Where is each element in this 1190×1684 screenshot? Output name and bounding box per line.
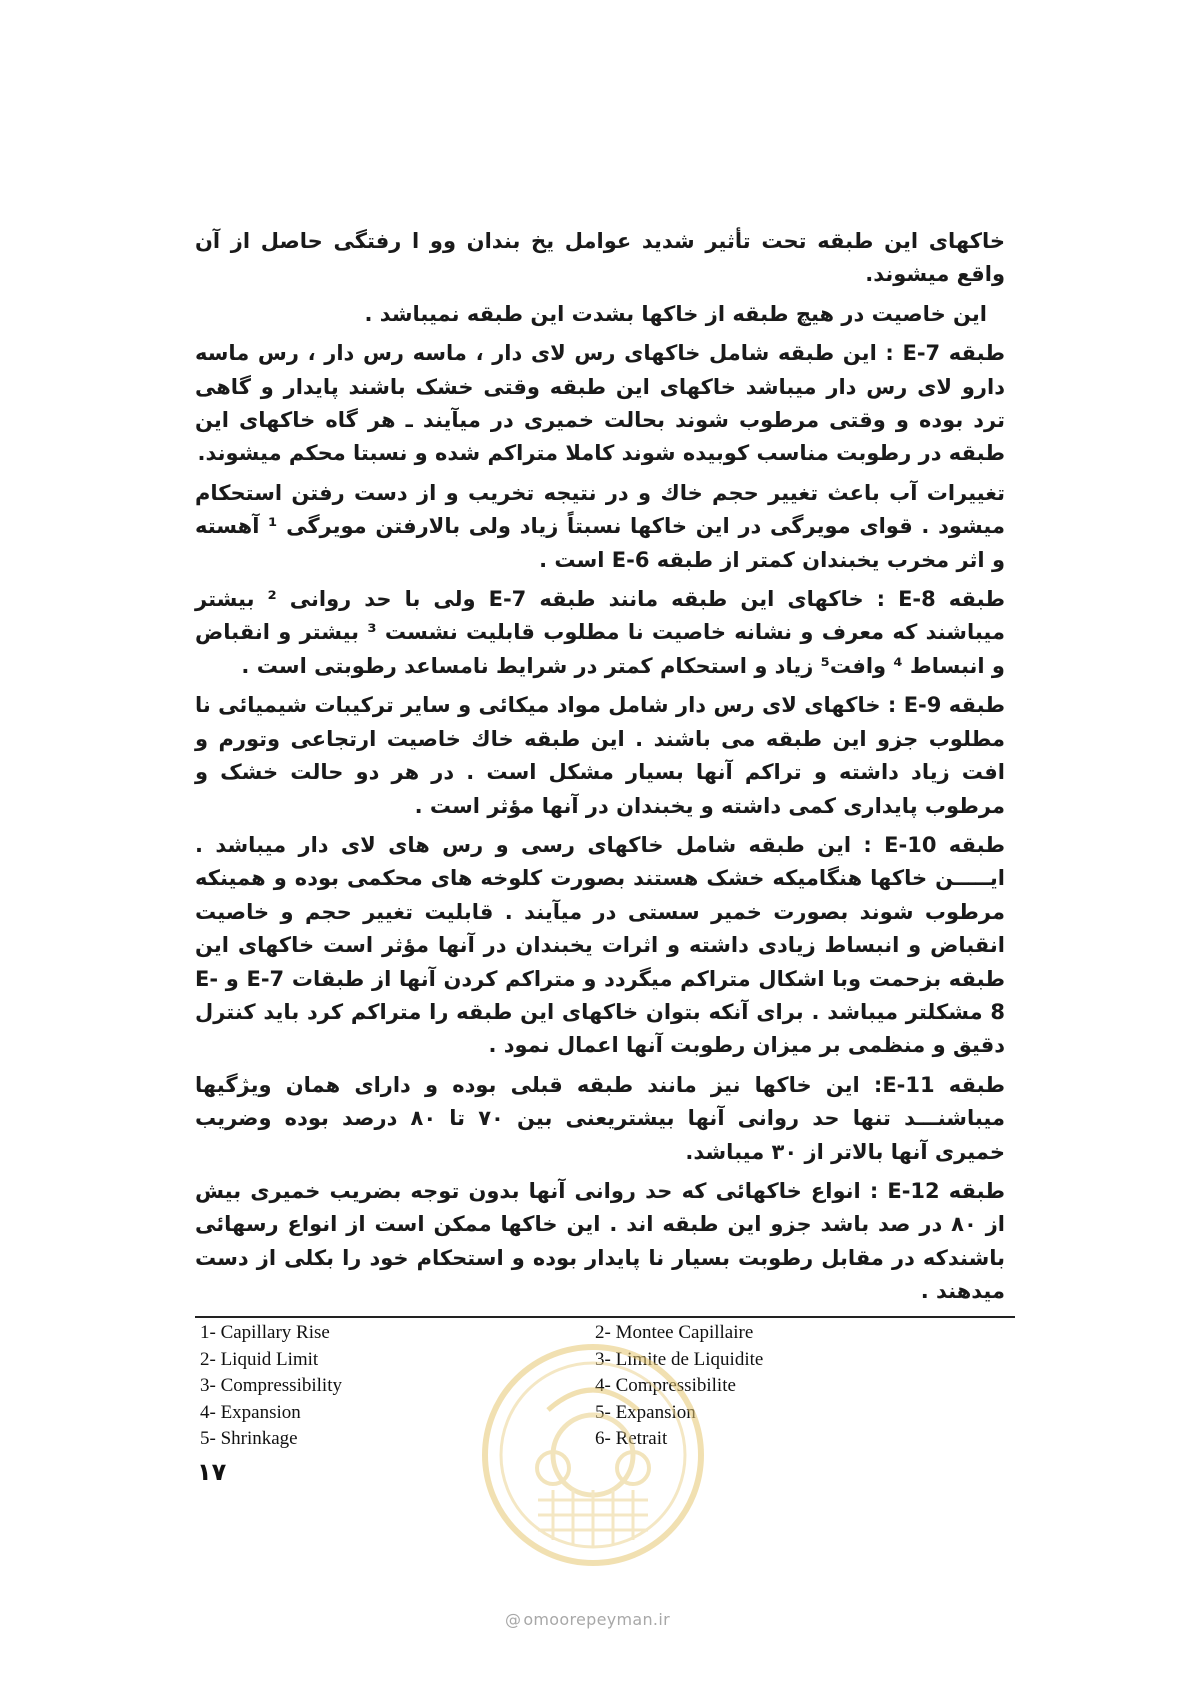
watermark-url	[505, 1610, 670, 1629]
paragraph-frost-note: این خاصیت در هیچ طبقه از خاکها بشدت این طبقه نمیباشد .	[364, 301, 987, 326]
paragraph-class-e7: طبقه E-7 : این طبقه شامل خاکهای رس لای دار ، ماسه رس دار ، رس ماسه دارو لای رس دار میباشد خاکهای این طبقه وقتی خشک باشند پایدار و گاهی ترد بوده و وقتی مرطوب شوند بحالت خمیری در میآیند ـ هر گاه خاکهای این طبقه در رطوبت مناسب کوبیده شوند کاملا متراکم شده و نسبتا محکم میشوند.	[195, 341, 1006, 466]
paragraph-class-e12: طبقه E-12 : انواع خاکهائی که حد روانی آنها بدون توجه بضریب خمیری بیش از ۸۰ در صد باشد جزو این طبقه اند . این خاکها ممکن است از انواع رسهائی باشندکه در مقابل رطوبت بسیار نا پایدار بوده و استحکام خود را بکلی از دست میدهند .	[195, 1178, 1005, 1304]
footnote-fr-3: 3- Limite de Liquidite	[595, 1348, 764, 1370]
footnote-fr-6: 6- Retrait	[595, 1428, 668, 1449]
paragraph-frost-intro: خاکهای این طبقه تحت تأثیر شدید عوامل یخ بندان وو ا رفتگی حاصل از آن واقع میشوند.	[195, 229, 1005, 287]
body-text	[195, 225, 1005, 1315]
paragraph-class-e9: طبقه E-9 : خاکهای لای رس دار شامل مواد میکائی و سایر ترکیبات شیمیائی نا مطلوب جزو این طبقه می باشند . این طبقه خاك خاصیت ارتجاعی وتورم و افت زیاد داشته و تراکم آنها بسیار مشکل است . در هر دو حالت خشک و مرطوب پایداری کمی داشته و یخبندان در آنها مؤثر است .	[195, 693, 1005, 818]
paragraph-class-e8: طبقه E-8 : خاکهای این طبقه مانند طبقه E-7 ولی با حد روانی ² بیشتر میباشند که معرف و نشانه خاصیت نا مطلوب قابلیت نشست ³ بیشتر و انقباض و انبساط ⁴ وافت⁵ زیاد و استحکام کمتر در شرایط نامساعد رطوبتی است .	[195, 587, 1006, 678]
footnote-en-4: 4- Expansion	[200, 1401, 301, 1423]
page-number: ۱۷	[197, 1458, 227, 1486]
footnote-fr-2: 2- Montee Capillaire	[595, 1322, 754, 1343]
paragraph-class-e10: طبقه E-10 : این طبقه شامل خاکهای رسی و رس های لای دار میباشد . ایـــــن خاکها هنگامیکه خشک هستند بصورت کلوخه های محکمی بوده و همینکه مرطوب شوند بصورت خمیر سستی در میآیند . قابلیت تغییر حجم و خاصیت انقباض و انبساط زیادی داشته و اثرات یخبندان در آنها مؤثر است خاکهای این طبقه بزحمت وبا اشکال متراکم میگردد و متراکم کردن آنها از طبقات E-7 و E-8 مشکلتر میباشد . برای آنکه بتوان خاکهای این طبقه را متراکم کرد باید کنترل دقیق و منظمی بر میزان رطوبت آنها اعمال نمود .	[195, 832, 1005, 1058]
at-icon: @	[505, 1610, 522, 1629]
paragraph-class-e11: طبقه E-11: این خاکها نیز مانند طبقه قبلی بوده و دارای همان ویژگیها میباشنـــد تنها حد روانی آنها بیشتریعنی بین ۷۰ تا ۸۰ درصد بوده وضریب خمیری آنها بالاتر از ۳۰ میباشد.	[195, 1072, 1005, 1164]
footnote-fr-5: 5- Expansion	[595, 1401, 696, 1423]
footnote-en-2: 2- Liquid Limit	[200, 1348, 319, 1370]
footnote-en-3: 3- Compressibility	[200, 1375, 342, 1396]
footnote-en-1: 1- Capillary Rise	[200, 1322, 330, 1343]
footnote-divider	[195, 1316, 1015, 1318]
watermark-url-text: omoorepeyman.ir	[523, 1610, 670, 1629]
footnote-fr-4: 4- Compressibilite	[595, 1375, 736, 1396]
footnote-en-5: 5- Shrinkage	[200, 1428, 298, 1449]
paragraph-water-effects: تغییرات آب باعث تغییر حجم خاك و در نتیجه تخریب و از دست رفتن استحکام میشود . قوای مویرگی در این خاکها نسبتاً زیاد ولی بالارفتن مویرگی ¹ آهسته و اثر مخرب یخبندان کمتر از طبقه E-6 است .	[195, 480, 1005, 572]
watermark-seal-icon	[478, 1340, 708, 1570]
